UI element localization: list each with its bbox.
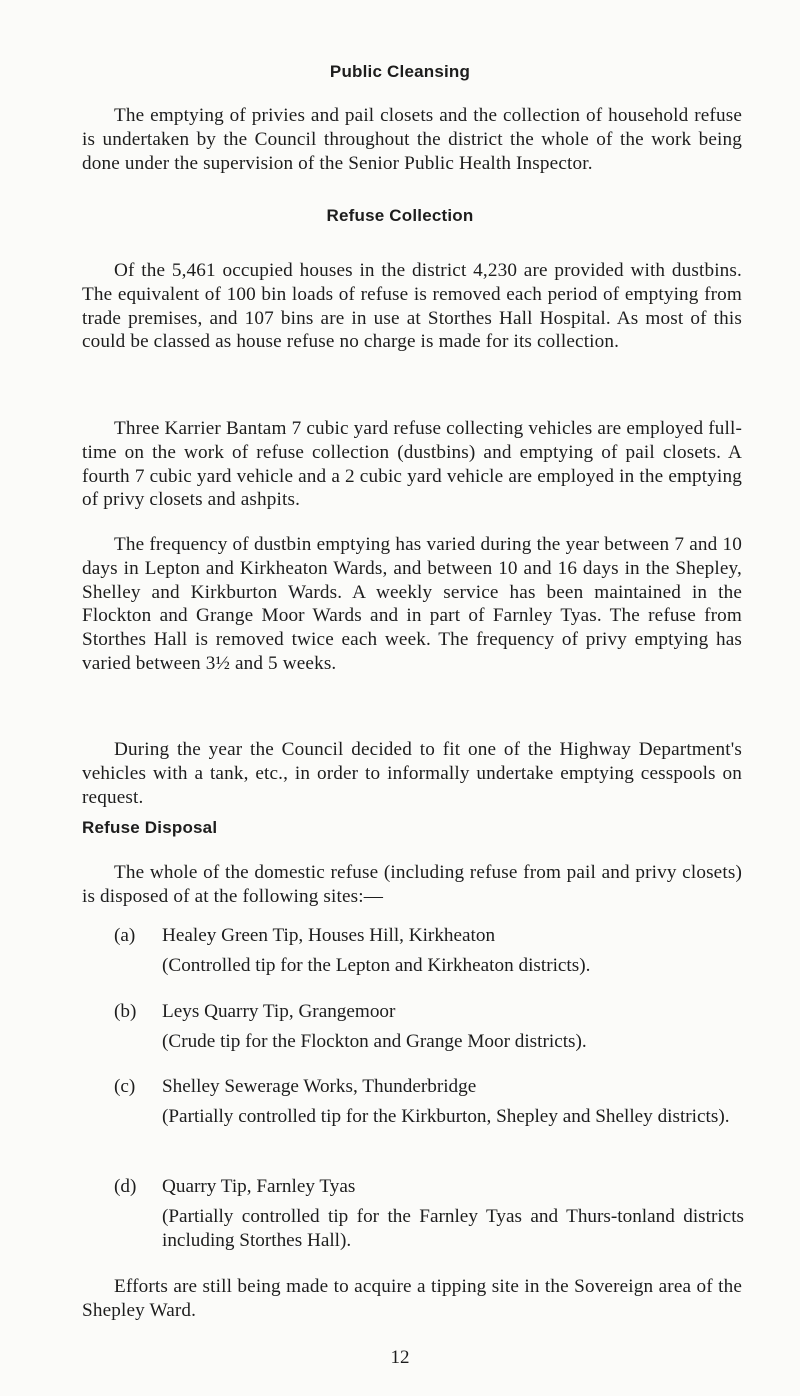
site-name: Quarry Tip, Farnley Tyas xyxy=(162,1176,356,1197)
site-label: (c) xyxy=(114,1076,136,1097)
intro-paragraph: The emptying of privies and pail closets and the collection of household refuse is undertaken by the Council throughout the district the whole of the work being done under the supervision of the Senior Public Health Inspector. xyxy=(82,105,742,174)
page-number: 12 xyxy=(390,1347,410,1368)
closing-paragraph: Efforts are still being made to acquire a tipping site in the Sovereign area of the Shepley Ward. xyxy=(82,1276,742,1321)
site-name: Healey Green Tip, Houses Hill, Kirkheaton xyxy=(162,925,496,946)
site-label: (b) xyxy=(114,1001,137,1022)
site-detail: (Controlled tip for the Lepton and Kirkheaton districts). xyxy=(162,955,591,976)
site-label: (a) xyxy=(114,925,136,946)
site-name: Leys Quarry Tip, Grangemoor xyxy=(162,1001,396,1022)
page-title: Public Cleansing xyxy=(329,62,471,81)
collection-paragraph-3: The frequency of dustbin emptying has varied during the year between 7 and 10 days in Lepton and Kirkheaton Wards, and between 10 and 16 days in the Shepley, Shelley and Kirkburton Wards. A weekly service has been maintained in the Flockton and Grange Moor Wards and in part of Farnley Tyas. The refuse from Storthes Hall is removed twice each week. The frequency of privy emptying has varied between 3½ and 5 weeks. xyxy=(82,534,742,674)
site-detail: (Partially controlled tip for the Farnley Tyas and Thurs-tonland districts including Storthes Hall). xyxy=(162,1206,744,1251)
site-detail: (Partially controlled tip for the Kirkburton, Shepley and Shelley districts). xyxy=(162,1106,730,1127)
refuse-disposal-heading: Refuse Disposal xyxy=(82,818,218,837)
refuse-collection-heading: Refuse Collection xyxy=(326,206,474,225)
site-name: Shelley Sewerage Works, Thunderbridge xyxy=(162,1076,477,1097)
disposal-intro: The whole of the domestic refuse (including refuse from pail and privy closets) is disposed of at the following sites:— xyxy=(82,862,742,907)
site-label: (d) xyxy=(114,1176,137,1197)
collection-paragraph-4: During the year the Council decided to fit one of the Highway Department's vehicles with a tank, etc., in order to informally undertake emptying cesspools on request. xyxy=(82,739,742,808)
collection-paragraph-1: Of the 5,461 occupied houses in the district 4,230 are provided with dustbins. The equivalent of 100 bin loads of refuse is removed each period of emptying from trade premises, and 107 bins are in use at Storthes Hall Hospital. As most of this could be classed as house refuse no charge is made for its collection. xyxy=(82,260,742,353)
site-detail: (Crude tip for the Flockton and Grange Moor districts). xyxy=(162,1031,587,1052)
collection-paragraph-2: Three Karrier Bantam 7 cubic yard refuse collecting vehicles are employed full-time on the work of refuse collection (dustbins) and emptying of pail closets. A fourth 7 cubic yard vehicle and a 2 cubic yard vehicle are employed in the emptying of privy closets and ashpits. xyxy=(82,418,742,511)
